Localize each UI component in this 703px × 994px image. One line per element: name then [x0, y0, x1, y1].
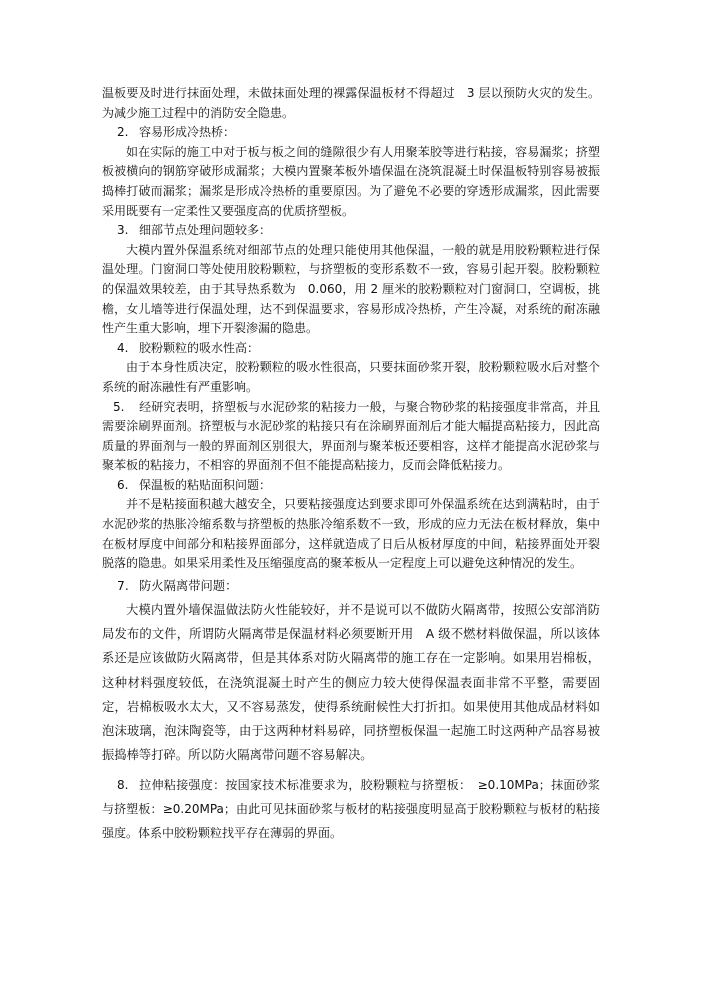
heading-6-text: 保温板的粘贴面积问题：: [139, 477, 272, 492]
paragraph-8-text: 拉伸粘接强度：按国家技术标准要求为，胶粉颗粒与挤塑板： ≥0.10MPa；抹面砂浆与挤塑板：≥0.20MPa；由此可见抹面砂浆与板材的粘接强度明显高于胶粉颗粒与板材的粘接强度。体系中胶粉颗粒找平存在薄弱的界面。: [102, 778, 600, 841]
paragraph-4: 由于本身性质决定，胶粉颗粒的吸水性很高，只要抹面砂浆开裂，胶粉颗粒吸水后对整个系统的耐冻融性有严重影响。: [102, 360, 600, 394]
paragraph-6: 并不是粘接面积越大越安全，只要粘接强度达到要求即可外保温系统在达到满粘时，由于水泥砂浆的热胀冷缩系数与挤塑板的热胀冷缩系数不一致，形成的应力无法在板材释放，集中在板材厚度中间部分和粘接界面部分，这样就造成了日后从板材厚度的中间，粘接界面处开裂脱落的隐患。如果采用柔性及压缩强度高的聚苯板从一定程度上可以避免这种情况的发生。: [102, 497, 600, 571]
heading-7: [102, 574, 600, 598]
heading-2-number: 2.: [117, 125, 129, 140]
paragraph-2: 如在实际的施工中对于板与板之间的缝隙很少有人用聚苯胶等进行粘接，容易漏浆；挤塑板被横向的钢筋穿破形成漏浆；大模内置聚苯板外墙保温在浇筑混凝土时保温板特别容易被振捣棒打破而漏浆；漏浆是形成冷热桥的重要原因。为了避免不必要的穿透形成漏浆，因此需要采用既要有一定柔性又要强度高的优质挤塑板。: [102, 144, 600, 218]
heading-6-number: 6.: [117, 477, 129, 492]
heading-4-text: 胶粉颗粒的吸水性高：: [139, 340, 260, 355]
paragraph-7: 大模内置外墙保温做法防火性能较好，并不是说可以不做防火隔离带，按照公安部消防局发布的文件，所谓防火隔离带是保温材料必须要断开用 A 级不燃材料做保温，所以该体系还是应该做防火隔离带，但是其体系对防火隔离带的施工存在一定影响。如果用岩棉板，这种材料强度较低，在浇筑混凝土时产生的侧应力较大使得保温表面非常不平整，需要固定，岩棉板吸水太大，又不容易蒸发，使得系统耐候性大打折扣。如果使用其他成品材料如泡沫玻璃，泡沫陶瓷等，由于这两种材料易碎，同挤塑板保温一起施工时这两种产品容易被振捣棒等打碎。所以防火隔离带问题不容易解决。: [102, 603, 600, 763]
document-page: [102, 84, 600, 845]
paragraph-3: 大模内置外保温系统对细部节点的处理只能使用其他保温，一般的就是用胶粉颗粒进行保温处理。门窗洞口等处使用胶粉颗粒，与挤塑板的变形系数不一致，容易引起开裂。胶粉颗粒的保温效果较差，由于其导热系数为 0.060，用 2 厘米的胶粉颗粒对门窗洞口，空调板，挑檐，女儿墙等进行保温处理，达不到保温要求，容易形成冷热桥，产生冷凝，对系统的耐冻融性产生重大影响，埋下开裂渗漏的隐患。: [102, 242, 600, 336]
heading-2-text: 容易形成冷热桥：: [139, 125, 236, 140]
paragraph-8-number: 8.: [117, 778, 129, 793]
heading-3-text: 细部节点处理问题较多：: [139, 223, 272, 238]
paragraph-5-number: 5.: [113, 399, 125, 414]
heading-7-number: 7.: [117, 578, 129, 593]
paragraph-intro: 温板要及时进行抹面处理，未做抹面处理的裸露保温板材不得超过 3 层以预防火灾的发生。为减少施工过程中的消防安全隐患。: [102, 86, 600, 120]
paragraph-8: [102, 773, 600, 845]
heading-6: [102, 476, 600, 496]
heading-4-number: 4.: [117, 340, 129, 355]
heading-7-text: 防火隔离带问题：: [139, 578, 238, 593]
heading-3: [102, 221, 600, 241]
paragraph-5-text: 经研究表明，挤塑板与水泥砂浆的粘接力一般，与聚合物砂浆的粘接强度非常高，并且需要涂刷界面剂。挤塑板与水泥砂浆的粘接只有在涂刷界面剂后才能大幅提高粘接力，因此高质量的界面剂与一般的界面剂区别很大，界面剂与聚苯板还要相容，这样才能提高水泥砂浆与聚苯板的粘接力，不相容的界面剂不但不能提高粘接力，反而会降低粘接力。: [102, 399, 600, 473]
heading-2: [102, 123, 600, 143]
heading-4: [102, 339, 600, 359]
paragraph-5: [102, 398, 600, 476]
heading-3-number: 3.: [117, 223, 129, 238]
